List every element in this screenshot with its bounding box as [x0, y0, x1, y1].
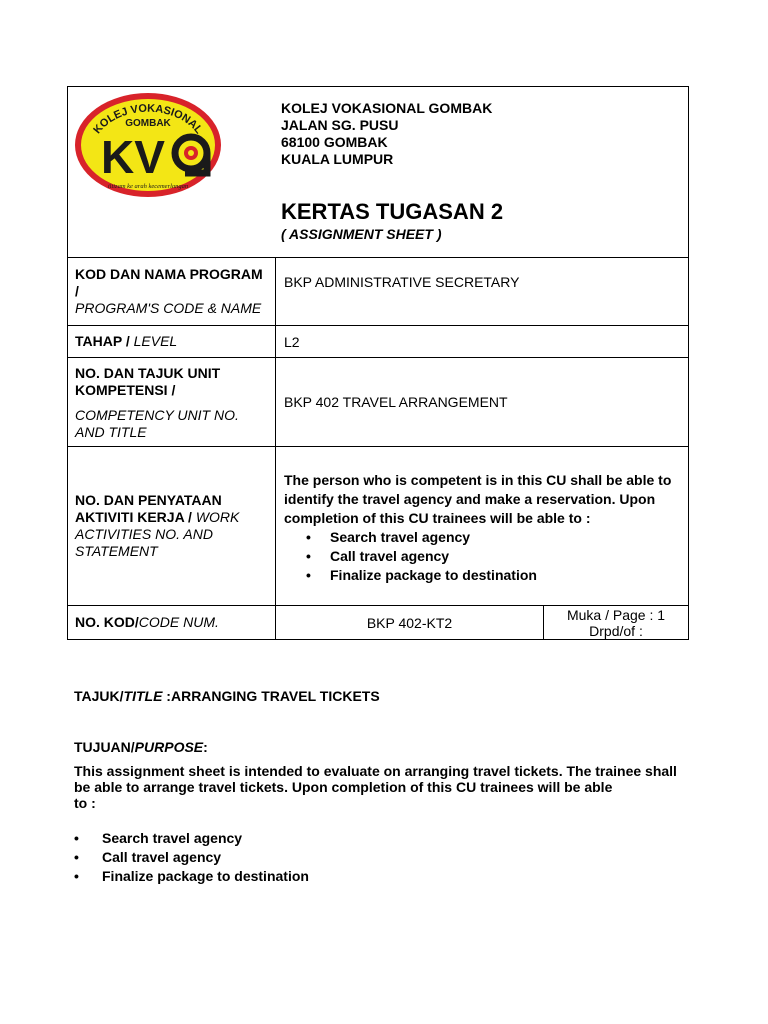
work-activities-list	[284, 528, 537, 585]
page-number: Muka / Page : 1	[566, 606, 666, 623]
address-line: KUALA LUMPUR	[281, 151, 394, 167]
purpose-body: This assignment sheet is intended to evaluate on arranging travel tickets. The trainee shall be able to arrange travel tickets. Upon completion of this CU trainees will be able to :	[74, 763, 677, 811]
code-label: NO. KOD/CODE NUM.	[68, 606, 276, 639]
program-row	[68, 257, 688, 325]
code-row	[68, 605, 688, 639]
logo-arc-text: KOLEJ VOKASIONAL	[91, 102, 205, 137]
logo-sub-text: GOMBAK	[125, 118, 171, 129]
address-line: 68100 GOMBAK	[281, 134, 388, 150]
sheet-header	[68, 87, 688, 257]
level-label: TAHAP / LEVEL	[68, 326, 276, 357]
logo-mark: KV	[101, 131, 165, 183]
college-logo	[73, 91, 223, 199]
purpose-list	[74, 829, 309, 886]
level-value: L2	[284, 333, 300, 350]
document-subtitle: ( ASSIGNMENT SHEET )	[281, 226, 442, 242]
logo-motto: iltizam ke arah kecemerlangan	[107, 183, 189, 190]
list-item: • Search travel agency	[306, 528, 537, 547]
list-item: • Call travel agency	[74, 848, 309, 867]
work-activities-row	[68, 446, 688, 605]
level-row	[68, 325, 688, 357]
competency-unit-label: NO. DAN TAJUK UNIT KOMPETENSI / COMPETENCY UNIT NO. AND TITLE	[68, 358, 276, 446]
address-line: JALAN SG. PUSU	[281, 117, 399, 133]
address-line: KOLEJ VOKASIONAL GOMBAK	[281, 100, 493, 116]
list-item: • Finalize package to destination	[74, 867, 309, 886]
program-value: BKP ADMINISTRATIVE SECRETARY	[284, 274, 520, 290]
page-total: Drpd/of :	[589, 622, 643, 639]
assignment-sheet-table	[67, 86, 689, 640]
work-activities-value	[276, 447, 688, 605]
list-item: • Finalize package to destination	[306, 566, 537, 585]
work-activities-intro: The person who is competent is in this CU shall be able to identify the travel agency and make a reservation. Upon completion of this CU trainees will be able to :	[284, 472, 672, 526]
college-address	[281, 100, 492, 168]
page-number-cell	[543, 606, 688, 639]
program-label: KOD DAN NAMA PROGRAM / PROGRAM'S CODE & NAME	[68, 258, 276, 325]
competency-unit-row	[68, 357, 688, 446]
code-number: BKP 402-KT2	[366, 614, 453, 631]
list-item: • Call travel agency	[306, 547, 537, 566]
title-section: TAJUK/TITLE :ARRANGING TRAVEL TICKETS	[74, 688, 380, 704]
list-item: • Search travel agency	[74, 829, 309, 848]
work-activities-label: NO. DAN PENYATAAN AKTIVITI KERJA / WORK ACTIVITIES NO. AND STATEMENT	[68, 447, 276, 605]
document-title: KERTAS TUGASAN 2	[281, 199, 504, 224]
code-value-cell	[276, 606, 688, 639]
competency-unit-value: BKP 402 TRAVEL ARRANGEMENT	[284, 394, 508, 410]
purpose-heading: TUJUAN/PURPOSE:	[74, 739, 208, 755]
